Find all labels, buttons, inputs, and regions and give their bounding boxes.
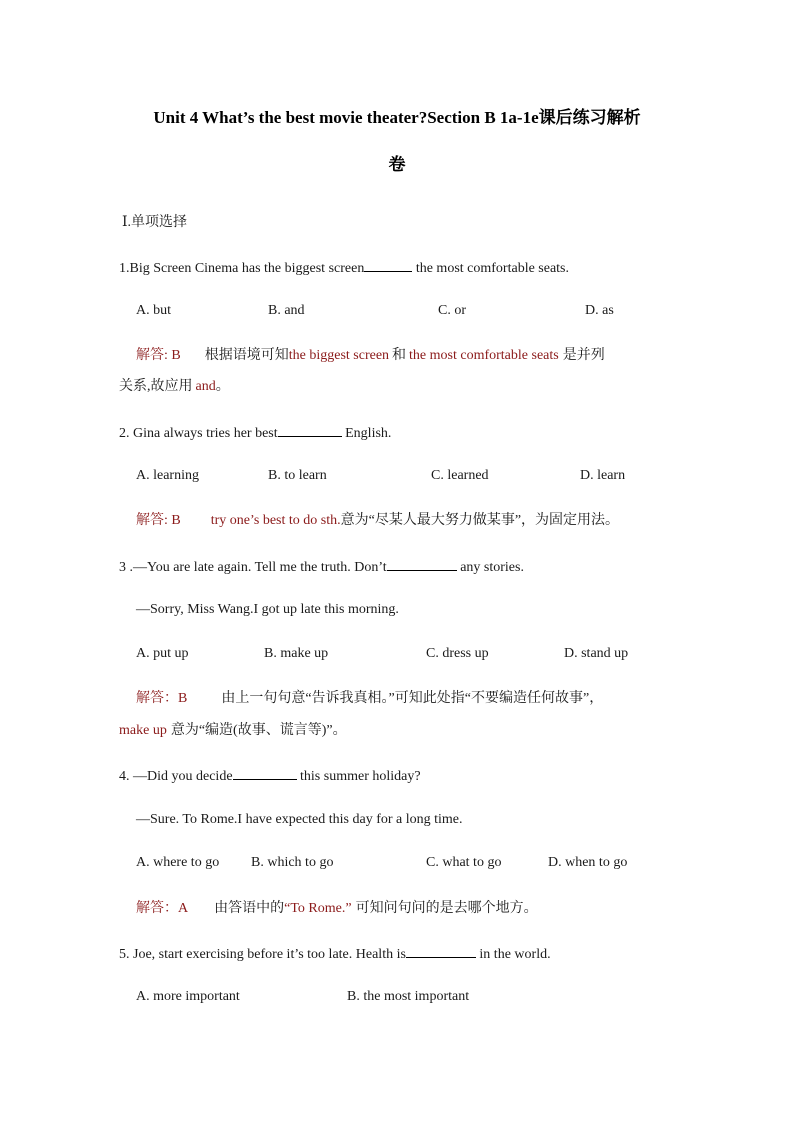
question-3-reply: —Sorry, Miss Wang.I got up late this morning. (136, 602, 399, 617)
q3-answer (136, 689, 603, 709)
q4-option-c: C. what to go (426, 855, 502, 870)
q1-option-d: D. as (585, 303, 614, 318)
q5-option-b: B. the most important (347, 989, 470, 1004)
answer-blank (406, 943, 476, 958)
q3-answer-text: make up (119, 723, 167, 738)
question-5 (119, 943, 551, 965)
q1-option-a: A. but (136, 303, 171, 318)
page-title-line2: 卷 (388, 155, 406, 174)
q1-option-c: C. or (438, 303, 466, 318)
q3-option-b: B. make up (264, 646, 329, 661)
page-title-line1: Unit 4 What’s the best movie theater?Section B 1a-1e课后练习解析 (153, 108, 641, 127)
q1-answer-text: 关系,故应用 (119, 379, 193, 394)
answer-blank (387, 556, 457, 571)
q4-answer-text: “To Rome.” (284, 901, 352, 916)
q4-option-d: D. when to go (548, 855, 628, 870)
q4-answer-label: 解答：A (136, 901, 189, 916)
question-1-text-a: 1.Big Screen Cinema has the biggest screen (119, 261, 365, 276)
q3-answer-line2 (119, 721, 347, 741)
q4-answer-text: 由答语中的 (214, 901, 285, 916)
q2-option-a: A. learning (136, 468, 199, 483)
q2-answer-text: 意为“尽某人最大努力做某事”，为固定用法。 (340, 513, 620, 528)
q1-answer-line2 (119, 377, 230, 397)
question-5-text-b: in the world. (475, 947, 551, 962)
question-3-text-b: any stories. (456, 560, 524, 575)
q2-option-c: C. learned (431, 468, 489, 483)
q5-option-a: A. more important (136, 989, 240, 1004)
q1-answer-text: the biggest screen (288, 348, 390, 363)
q4-option-a: A. where to go (136, 855, 220, 870)
q2-answer (136, 511, 619, 531)
q1-option-b: B. and (268, 303, 305, 318)
question-5-text-a: 5. Joe, start exercising before it’s too late. Health is (119, 947, 406, 962)
q1-answer (136, 346, 605, 366)
q1-answer-text: and (195, 379, 216, 394)
question-3-text-a: 3 .—You are late again. Tell me the truth. Don’t (119, 560, 387, 575)
q2-answer-text: try one’s best to do sth. (210, 513, 341, 528)
question-2-text-a: 2. Gina always tries her best (119, 426, 278, 441)
answer-blank (364, 257, 412, 272)
q2-option-b: B. to learn (268, 468, 327, 483)
question-4-text-b: this summer holiday? (296, 769, 421, 784)
q1-answer-text: 。 (215, 379, 230, 394)
q1-answer-text: the most comfortable seats (409, 348, 559, 363)
question-2-text-b: English. (341, 426, 392, 441)
question-2 (119, 422, 391, 444)
q4-answer (136, 899, 538, 919)
question-3 (119, 556, 524, 578)
q4-answer-text: 可知问句问的是去哪个地方。 (355, 901, 538, 916)
q3-option-a: A. put up (136, 646, 189, 661)
q1-answer-text: 和 (392, 348, 407, 363)
q2-option-d: D. learn (580, 468, 626, 483)
answer-blank (233, 765, 297, 780)
q3-answer-label: 解答：B (136, 691, 188, 706)
question-1-text-b: the most comfortable seats. (412, 261, 570, 276)
q3-answer-text: 意为“编造(故事、谎言等)”。 (170, 723, 347, 738)
q3-answer-text: 由上一句句意“告诉我真相。”可知此处指“不要编造任何故事”， (221, 691, 604, 706)
section-heading: Ⅰ.单项选择 (122, 215, 188, 230)
q1-answer-label: 解答: B (136, 348, 181, 363)
question-4-reply: —Sure. To Rome.I have expected this day for a long time. (136, 812, 463, 827)
q1-answer-text: 是并列 (562, 348, 605, 363)
q2-answer-label: 解答: B (136, 513, 181, 528)
q3-option-c: C. dress up (426, 646, 489, 661)
q1-answer-text: 根据语境可知 (204, 348, 289, 363)
question-1 (119, 257, 569, 279)
q3-option-d: D. stand up (564, 646, 629, 661)
question-4 (119, 765, 421, 787)
answer-blank (278, 422, 342, 437)
question-4-text-a: 4. —Did you decide (119, 769, 233, 784)
q4-option-b: B. which to go (251, 855, 334, 870)
